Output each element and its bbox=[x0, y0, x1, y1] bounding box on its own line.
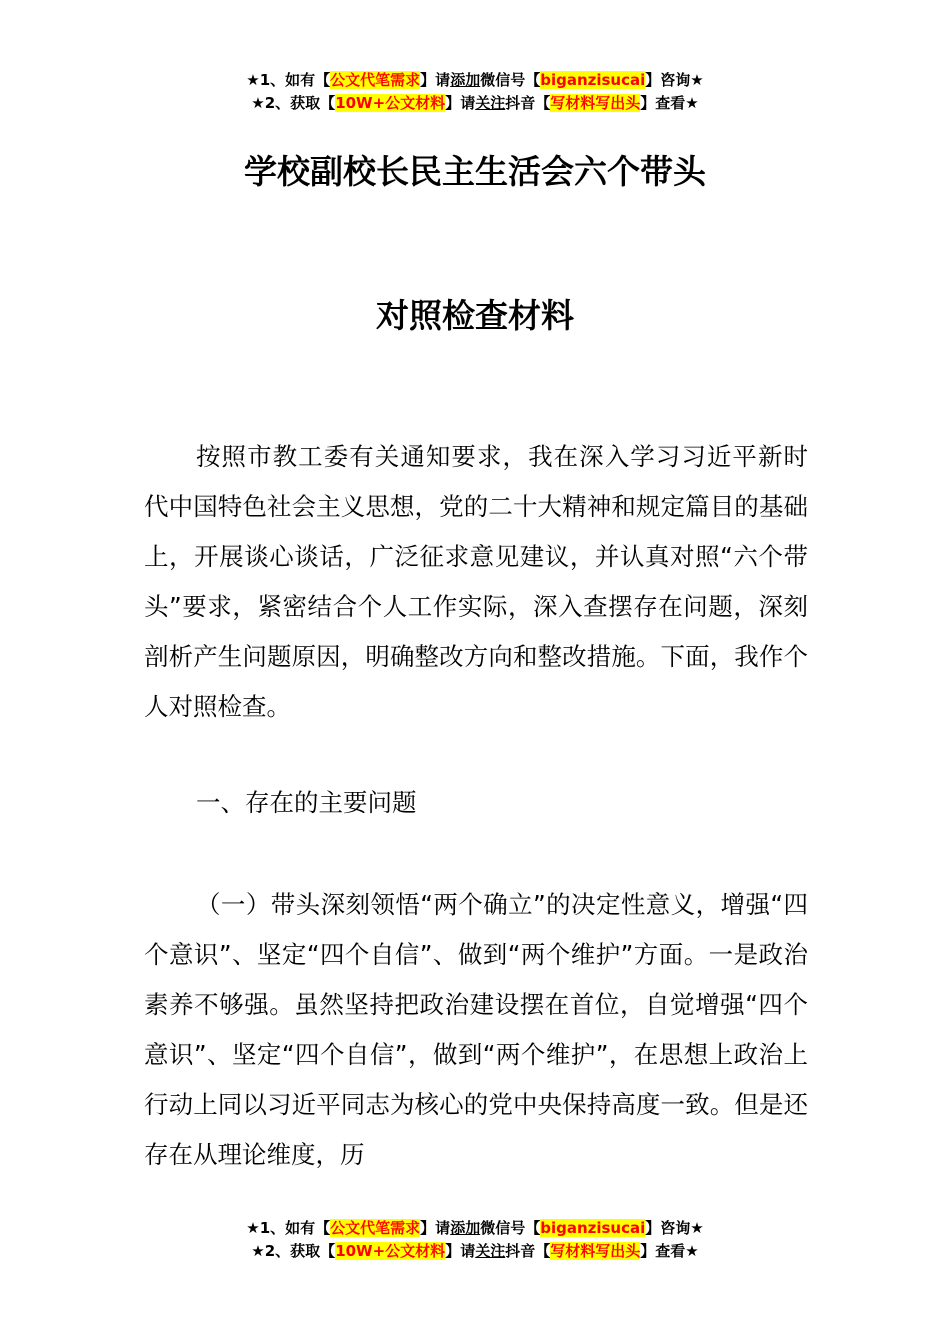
promo-emphasis: 关注 bbox=[475, 1242, 506, 1260]
promo-banner-top bbox=[0, 69, 950, 115]
promo-text: 】请 bbox=[445, 94, 476, 112]
promo-line-2 bbox=[0, 92, 950, 115]
promo-highlight-materials: 10W+公文材料 bbox=[335, 1242, 446, 1260]
promo-text: 】查看★ bbox=[640, 94, 699, 112]
promo-text: ★2、获取【 bbox=[251, 94, 336, 112]
promo-text: 抖音【 bbox=[505, 94, 551, 112]
promo-line-1 bbox=[0, 69, 950, 92]
promo-text: 】请 bbox=[420, 71, 451, 89]
document-title-line-1: 学校副校长民主生活会六个带头 bbox=[244, 152, 706, 191]
section-heading: 一、存在的主要问题 bbox=[196, 788, 417, 817]
promo-highlight-service: 公文代笔需求 bbox=[330, 71, 421, 89]
promo-text: 】请 bbox=[445, 1242, 476, 1260]
promo-text: 】请 bbox=[420, 1219, 451, 1237]
promo-line-2 bbox=[0, 1240, 950, 1263]
promo-wechat-id[interactable]: biganzisucai bbox=[540, 1219, 646, 1237]
promo-banner-bottom bbox=[0, 1217, 950, 1263]
promo-text: ★2、获取【 bbox=[251, 1242, 336, 1260]
promo-douyin-id[interactable]: 写材料写出头 bbox=[550, 94, 641, 112]
promo-text: ★1、如有【 bbox=[246, 71, 331, 89]
document-title-line-2: 对照检查材料 bbox=[376, 296, 574, 335]
promo-text: 】咨询★ bbox=[645, 1219, 704, 1237]
promo-emphasis: 添加 bbox=[450, 1219, 481, 1237]
promo-text: ★1、如有【 bbox=[246, 1219, 331, 1237]
promo-highlight-materials: 10W+公文材料 bbox=[335, 94, 446, 112]
promo-emphasis: 添加 bbox=[450, 71, 481, 89]
promo-text: 】咨询★ bbox=[645, 71, 704, 89]
promo-wechat-id[interactable]: biganzisucai bbox=[540, 71, 646, 89]
body-paragraph-section-1: （一）带头深刻领悟“两个确立”的决定性意义，增强“四个意识”、坚定“四个自信”、做到“两个维护”方面。一是政治素养不够强。虽然坚持把政治建设摆在首位，自觉增强“四个意识”、坚定“四个自信”，做到“两个维护”，在思想上政治上行动上同以习近平同志为核心的党中央保持高度一致。但是还存在从理论维度，历 bbox=[144, 890, 808, 1169]
body-paragraph-intro: 按照市教工委有关通知要求，我在深入学习习近平新时代中国特色社会主义思想，党的二十大精神和规定篇目的基础上，开展谈心谈话，广泛征求意见建议，并认真对照“六个带头”要求，紧密结合个人工作实际，深入查摆存在问题，深刻剖析产生问题原因，明确整改方向和整改措施。下面，我作个人对照检查。 bbox=[144, 442, 808, 721]
promo-line-1 bbox=[0, 1217, 950, 1240]
promo-text: 微信号【 bbox=[480, 1219, 541, 1237]
promo-text: 微信号【 bbox=[480, 71, 541, 89]
promo-text: 抖音【 bbox=[505, 1242, 551, 1260]
promo-highlight-service: 公文代笔需求 bbox=[330, 1219, 421, 1237]
promo-text: 】查看★ bbox=[640, 1242, 699, 1260]
promo-emphasis: 关注 bbox=[475, 94, 506, 112]
promo-douyin-id[interactable]: 写材料写出头 bbox=[550, 1242, 641, 1260]
